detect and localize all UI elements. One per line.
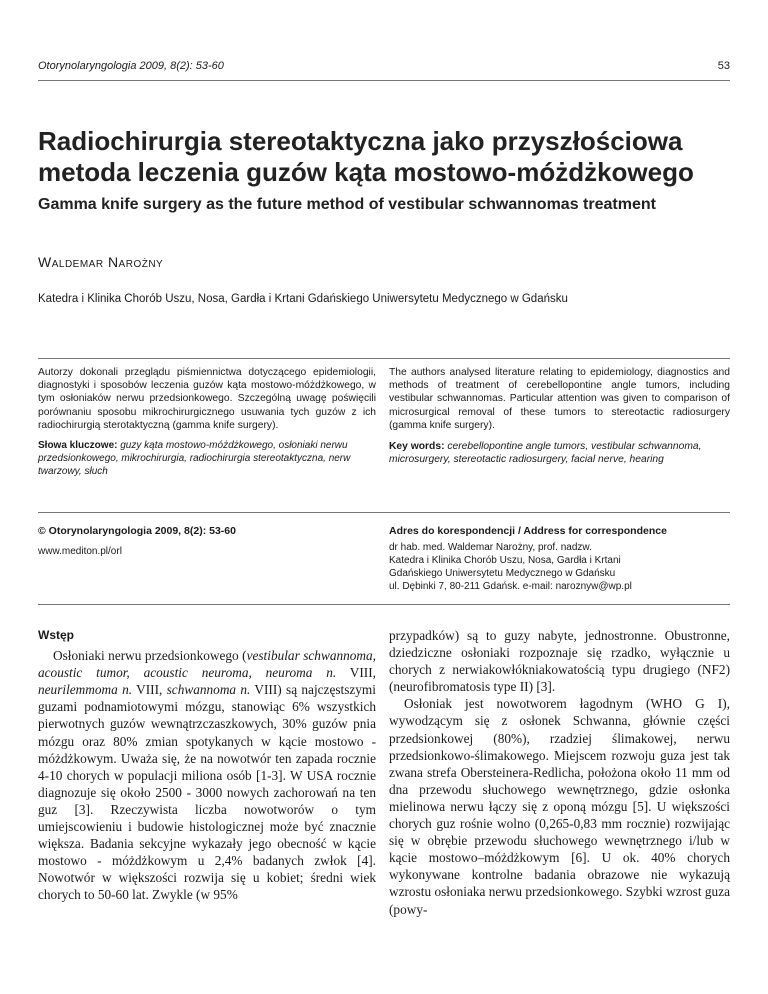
- correspondence-address: ul. Dębinki 7, 80-211 Gdańsk. e-mail: naroznyw@wp.pl: [389, 581, 632, 592]
- intro-text-a: Osłoniaki nerwu przedsionkowego (: [53, 648, 247, 664]
- correspondence-university: Gdańskiego Uniwersytetu Medycznego w Gdańsku: [389, 568, 616, 579]
- section-heading: Wstęp: [38, 628, 74, 642]
- correspondence-dept: Katedra i Klinika Chorób Uszu, Nosa, Gardła i Krtani: [389, 555, 621, 566]
- keywords-english-label: Key words: [389, 441, 442, 453]
- intro-text-d: VIII) są najczęstszymi guzami podnamiotowymi mózgu, stanowiąc 6% wszystkich pierwotnych guzów wewnątrzczaszkowych, 30% guzów pnia mózgu oraz 80% zmian spotykanych w kącie mostowo - móżdżkowym. Uważa się, że na nowotwór ten zapada rocznie 4-10 chorych w populacji miliona osób [1-3]. W USA rocznie diagnozuje się około 2500 - 3000 nowych zachorowań na ten guz [3]. Rzeczywista liczba nowotworów o tym umiejscowieniu i budowie histologicznej może być znacznie większa. Badania sekcyjne wykazały jego obecność w kącie mostowo - móżdżkowym u 2,4% badanych zwłok [4]. Nowotwór w większości rozwija się u kobiet; średni wiek chorych to 50-60 lat. Zwykle (w 95%: [38, 682, 376, 903]
- intro-synonyms: vestibular schwannoma, acoustic tumor, acoustic neuroma, neuroma n.: [38, 648, 376, 681]
- keywords-polish-text: guzy kąta mostowo-móżdżkowego, osłoniaki nerwu przedsionkowego, mikrochirurgia, radiochirurgia stereotaktyczna, nerw twarzowy, słuch: [38, 440, 351, 477]
- correspondence-name: dr hab. med. Waldemar Narożny, prof. nadzw.: [389, 542, 592, 553]
- keywords-colon: :: [441, 441, 448, 453]
- article-title: Radiochirurgia stereotaktyczna jako przyszłościowa metoda leczenia guzów kąta mostowo-móżdżkowego: [38, 126, 694, 187]
- keywords-english: [389, 440, 730, 466]
- abstract-top-rule: [38, 358, 730, 359]
- intro-text-c: VIII,: [132, 682, 167, 698]
- running-title: Otorynolaryngologia 2009, 8(2): 53-60: [38, 60, 224, 72]
- correspondence-heading: Adres do korespondencji / Address for correspondence: [389, 525, 667, 537]
- abstract-polish: [38, 366, 376, 486]
- abstract-bottom-rule: [38, 512, 730, 513]
- intro-text-b: VIII,: [336, 665, 376, 681]
- intro-paragraph-2: Osłoniak jest nowotworem łagodnym (WHO G I), wywodzącym się z osłonek Schwanna, głównie części przedsionkowej (80%), rzadziej ślimakowej, nerwu przedsionkowo-ślimakowego. Miejscem rozwoju guza jest tak zwana strefa Obersteinera-Redlicha, położona około 11 mm od dna przewodu słuchowego wewnętrznego, gdzie osłonka mielinowa nerwu łączy się z oponą mózgu [5]. U większości chorych guz rośnie wolno (0,265-0,83 mm rocznie) rozwijając się w obrębie przewodu słuchowego wewnętrznego i/lub w kącie mostowo–móżdżkowym [6]. U ok. 40% chorych wykonywane kontrolne badania obrazowe nie wykazują wzrostu osłoniaka nerwu przedsionkowego. Szybki wzrost guza (powy-: [389, 696, 730, 917]
- intro-synonym-2: neurilemmoma n.: [38, 682, 133, 698]
- keywords-colon: :: [114, 440, 121, 452]
- citation-block: [38, 525, 376, 558]
- journal-url[interactable]: www.mediton.pl/orl: [38, 546, 122, 557]
- intro-paragraph-continued: przypadków) są to guzy nabyte, jednostronne. Obustronne, dziedziczne osłoniaki rozpoznaje się rzadko, wyłącznie u chorych z nerwiakowłókniakowatością typu drugiego (NF2) (neurofibromatosis type II) [3].: [389, 628, 730, 695]
- author-name: Waldemar Narożny: [38, 254, 164, 270]
- abstract-english-text: The authors analysed literature relating to epidemiology, diagnostics and methods of treatment of cerebellopontine angle tumors, including vestibular schwannomas. Particular attention was given to comparison of microsurgical removal of these tumors to stereotactic radiosurgery (gamma knife surgery).: [389, 367, 730, 431]
- keywords-polish: [38, 440, 376, 478]
- body-top-rule: [38, 604, 730, 605]
- abstract-polish-text: Autorzy dokonali przeglądu piśmiennictwa dotyczącego epidemiologii, diagnostyki i sposobów leczenia guzów kąta mostowo-móżdżkowego, w tym osłoniaków nerwu przedsionkowego. Szczególną uwagę poświęcili porównaniu sposobu mikrochirurgicznego usuwania tych guzów z ich radiochirurgią sterotaktyczną (gamma knife surgery).: [38, 367, 376, 431]
- page-number: 53: [717, 60, 730, 72]
- body-right-column: [389, 627, 730, 918]
- intro-paragraph-1: [38, 647, 376, 903]
- keywords-polish-label: Słowa kluczowe: [38, 440, 115, 452]
- correspondence-block: [389, 525, 730, 593]
- keywords-english-text: cerebellopontine angle tumors, vestibular schwannoma, microsurgery, stereotactic radiosurgery, facial nerve, hearing: [389, 441, 702, 466]
- copyright-line: © Otorynolaryngologia 2009, 8(2): 53-60: [38, 525, 236, 537]
- author-affiliation: Katedra i Klinika Chorób Uszu, Nosa, Gardła i Krtani Gdańskiego Uniwersytetu Medycznego w Gdańsku: [38, 293, 568, 305]
- abstract-english: [389, 366, 730, 474]
- article-subtitle: Gamma knife surgery as the future method of vestibular schwannomas treatment: [38, 196, 656, 213]
- header-rule: [38, 80, 730, 81]
- intro-synonym-3: schwannoma n.: [166, 682, 251, 698]
- body-left-column: [38, 627, 376, 904]
